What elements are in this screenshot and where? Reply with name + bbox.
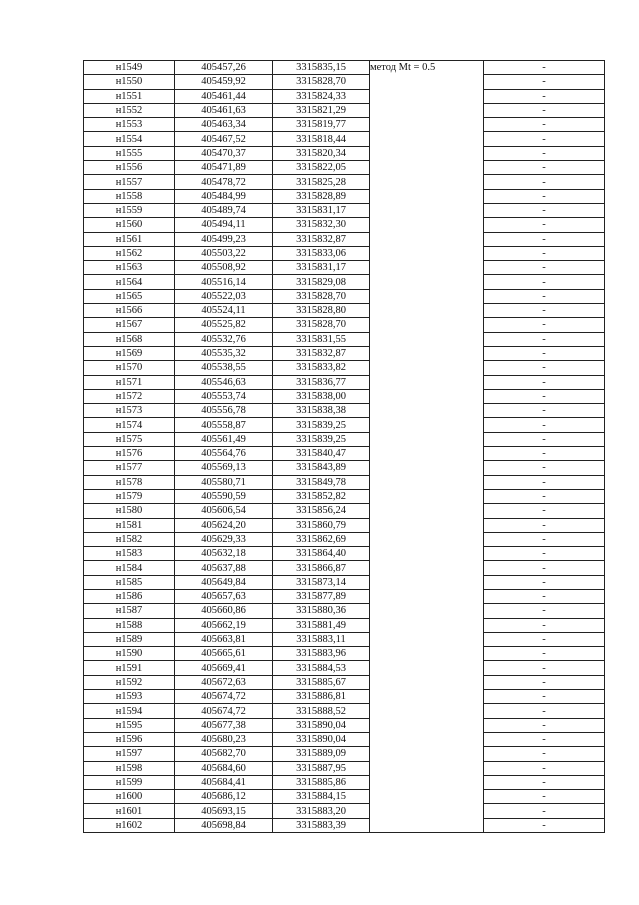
table-row <box>84 332 605 346</box>
table-row <box>84 275 605 289</box>
y-coordinate-cell: 3315819,77 <box>273 118 370 132</box>
table-row <box>84 475 605 489</box>
point-id-cell: н1598 <box>84 761 175 775</box>
y-coordinate-cell: 3315838,00 <box>273 389 370 403</box>
y-coordinate-cell: 3315889,09 <box>273 747 370 761</box>
table-row <box>84 161 605 175</box>
point-id-cell: н1586 <box>84 589 175 603</box>
y-coordinate-cell: 3315890,04 <box>273 718 370 732</box>
y-coordinate-cell: 3315828,70 <box>273 318 370 332</box>
dash-cell: - <box>484 732 605 746</box>
x-coordinate-cell: 405674,72 <box>175 690 273 704</box>
table-row <box>84 61 605 75</box>
x-coordinate-cell: 405665,61 <box>175 647 273 661</box>
dash-cell: - <box>484 518 605 532</box>
table-row <box>84 132 605 146</box>
y-coordinate-cell: 3315880,36 <box>273 604 370 618</box>
table-row <box>84 232 605 246</box>
y-coordinate-cell: 3315828,89 <box>273 189 370 203</box>
x-coordinate-cell: 405684,41 <box>175 775 273 789</box>
y-coordinate-cell: 3315829,08 <box>273 275 370 289</box>
x-coordinate-cell: 405538,55 <box>175 361 273 375</box>
table-row <box>84 389 605 403</box>
x-coordinate-cell: 405669,41 <box>175 661 273 675</box>
y-coordinate-cell: 3315860,79 <box>273 518 370 532</box>
x-coordinate-cell: 405660,86 <box>175 604 273 618</box>
x-coordinate-cell: 405561,49 <box>175 432 273 446</box>
point-id-cell: н1557 <box>84 175 175 189</box>
dash-cell: - <box>484 346 605 360</box>
dash-cell: - <box>484 61 605 75</box>
dash-cell: - <box>484 375 605 389</box>
point-id-cell: н1551 <box>84 89 175 103</box>
x-coordinate-cell: 405478,72 <box>175 175 273 189</box>
point-id-cell: н1579 <box>84 489 175 503</box>
table-row <box>84 675 605 689</box>
y-coordinate-cell: 3315883,20 <box>273 804 370 818</box>
point-id-cell: н1550 <box>84 75 175 89</box>
table-row <box>84 489 605 503</box>
x-coordinate-cell: 405558,87 <box>175 418 273 432</box>
x-coordinate-cell: 405590,59 <box>175 489 273 503</box>
x-coordinate-cell: 405649,84 <box>175 575 273 589</box>
y-coordinate-cell: 3315866,87 <box>273 561 370 575</box>
x-coordinate-cell: 405459,92 <box>175 75 273 89</box>
table-row <box>84 89 605 103</box>
dash-cell: - <box>484 747 605 761</box>
table-row <box>84 461 605 475</box>
dash-cell: - <box>484 75 605 89</box>
dash-cell: - <box>484 404 605 418</box>
dash-cell: - <box>484 218 605 232</box>
table-row <box>84 604 605 618</box>
x-coordinate-cell: 405535,32 <box>175 346 273 360</box>
y-coordinate-cell: 3315888,52 <box>273 704 370 718</box>
table-row <box>84 504 605 518</box>
x-coordinate-cell: 405624,20 <box>175 518 273 532</box>
dash-cell: - <box>484 547 605 561</box>
x-coordinate-cell: 405461,44 <box>175 89 273 103</box>
point-id-cell: н1568 <box>84 332 175 346</box>
dash-cell: - <box>484 704 605 718</box>
y-coordinate-cell: 3315836,77 <box>273 375 370 389</box>
point-id-cell: н1553 <box>84 118 175 132</box>
point-id-cell: н1593 <box>84 690 175 704</box>
table-row <box>84 732 605 746</box>
dash-cell: - <box>484 332 605 346</box>
dash-cell: - <box>484 475 605 489</box>
point-id-cell: н1563 <box>84 261 175 275</box>
x-coordinate-cell: 405461,63 <box>175 103 273 117</box>
point-id-cell: н1558 <box>84 189 175 203</box>
point-id-cell: н1592 <box>84 675 175 689</box>
table-row <box>84 189 605 203</box>
dash-cell: - <box>484 418 605 432</box>
x-coordinate-cell: 405686,12 <box>175 790 273 804</box>
table-row <box>84 532 605 546</box>
y-coordinate-cell: 3315821,29 <box>273 103 370 117</box>
point-id-cell: н1581 <box>84 518 175 532</box>
y-coordinate-cell: 3315833,82 <box>273 361 370 375</box>
table-row <box>84 404 605 418</box>
y-coordinate-cell: 3315825,28 <box>273 175 370 189</box>
table-row <box>84 761 605 775</box>
coordinates-table-body <box>84 61 605 833</box>
x-coordinate-cell: 405471,89 <box>175 161 273 175</box>
point-id-cell: н1590 <box>84 647 175 661</box>
table-row <box>84 747 605 761</box>
dash-cell: - <box>484 632 605 646</box>
dash-cell: - <box>484 189 605 203</box>
x-coordinate-cell: 405494,11 <box>175 218 273 232</box>
dash-cell: - <box>484 146 605 160</box>
table-row <box>84 261 605 275</box>
y-coordinate-cell: 3315828,80 <box>273 304 370 318</box>
point-id-cell: н1572 <box>84 389 175 403</box>
x-coordinate-cell: 405489,74 <box>175 203 273 217</box>
dash-cell: - <box>484 261 605 275</box>
x-coordinate-cell: 405674,72 <box>175 704 273 718</box>
point-id-cell: н1583 <box>84 547 175 561</box>
x-coordinate-cell: 405484,99 <box>175 189 273 203</box>
y-coordinate-cell: 3315832,87 <box>273 346 370 360</box>
table-row <box>84 632 605 646</box>
dash-cell: - <box>484 289 605 303</box>
dash-cell: - <box>484 618 605 632</box>
x-coordinate-cell: 405499,23 <box>175 232 273 246</box>
x-coordinate-cell: 405525,82 <box>175 318 273 332</box>
point-id-cell: н1565 <box>84 289 175 303</box>
x-coordinate-cell: 405546,63 <box>175 375 273 389</box>
dash-cell: - <box>484 461 605 475</box>
y-coordinate-cell: 3315839,25 <box>273 418 370 432</box>
point-id-cell: н1570 <box>84 361 175 375</box>
point-id-cell: н1569 <box>84 346 175 360</box>
x-coordinate-cell: 405698,84 <box>175 818 273 832</box>
table-row <box>84 146 605 160</box>
point-id-cell: н1597 <box>84 747 175 761</box>
dash-cell: - <box>484 561 605 575</box>
y-coordinate-cell: 3315832,30 <box>273 218 370 232</box>
x-coordinate-cell: 405564,76 <box>175 447 273 461</box>
x-coordinate-cell: 405556,78 <box>175 404 273 418</box>
dash-cell: - <box>484 818 605 832</box>
x-coordinate-cell: 405553,74 <box>175 389 273 403</box>
point-id-cell: н1552 <box>84 103 175 117</box>
table-row <box>84 518 605 532</box>
y-coordinate-cell: 3315887,95 <box>273 761 370 775</box>
y-coordinate-cell: 3315885,86 <box>273 775 370 789</box>
point-id-cell: н1560 <box>84 218 175 232</box>
x-coordinate-cell: 405569,13 <box>175 461 273 475</box>
dash-cell: - <box>484 489 605 503</box>
table-row <box>84 804 605 818</box>
table-row <box>84 589 605 603</box>
x-coordinate-cell: 405457,26 <box>175 61 273 75</box>
table-row <box>84 361 605 375</box>
point-id-cell: н1554 <box>84 132 175 146</box>
table-row <box>84 218 605 232</box>
dash-cell: - <box>484 775 605 789</box>
table-row <box>84 718 605 732</box>
table-row <box>84 432 605 446</box>
x-coordinate-cell: 405503,22 <box>175 246 273 260</box>
y-coordinate-cell: 3315883,39 <box>273 818 370 832</box>
y-coordinate-cell: 3315884,53 <box>273 661 370 675</box>
table-row <box>84 346 605 360</box>
x-coordinate-cell: 405470,37 <box>175 146 273 160</box>
point-id-cell: н1599 <box>84 775 175 789</box>
y-coordinate-cell: 3315852,82 <box>273 489 370 503</box>
dash-cell: - <box>484 447 605 461</box>
point-id-cell: н1564 <box>84 275 175 289</box>
table-row <box>84 447 605 461</box>
y-coordinate-cell: 3315885,67 <box>273 675 370 689</box>
dash-cell: - <box>484 804 605 818</box>
y-coordinate-cell: 3315886,81 <box>273 690 370 704</box>
point-id-cell: н1578 <box>84 475 175 489</box>
table-row <box>84 304 605 318</box>
table-row <box>84 175 605 189</box>
y-coordinate-cell: 3315833,06 <box>273 246 370 260</box>
method-cell: метод Mt = 0.5 <box>370 61 484 833</box>
x-coordinate-cell: 405629,33 <box>175 532 273 546</box>
dash-cell: - <box>484 690 605 704</box>
dash-cell: - <box>484 761 605 775</box>
y-coordinate-cell: 3315883,96 <box>273 647 370 661</box>
x-coordinate-cell: 405682,70 <box>175 747 273 761</box>
y-coordinate-cell: 3315873,14 <box>273 575 370 589</box>
y-coordinate-cell: 3315818,44 <box>273 132 370 146</box>
x-coordinate-cell: 405524,11 <box>175 304 273 318</box>
x-coordinate-cell: 405663,81 <box>175 632 273 646</box>
table-row <box>84 661 605 675</box>
y-coordinate-cell: 3315864,40 <box>273 547 370 561</box>
dash-cell: - <box>484 89 605 103</box>
dash-cell: - <box>484 575 605 589</box>
x-coordinate-cell: 405677,38 <box>175 718 273 732</box>
table-row <box>84 75 605 89</box>
point-id-cell: н1580 <box>84 504 175 518</box>
dash-cell: - <box>484 661 605 675</box>
point-id-cell: н1549 <box>84 61 175 75</box>
dash-cell: - <box>484 532 605 546</box>
point-id-cell: н1596 <box>84 732 175 746</box>
x-coordinate-cell: 405508,92 <box>175 261 273 275</box>
dash-cell: - <box>484 361 605 375</box>
point-id-cell: н1602 <box>84 818 175 832</box>
dash-cell: - <box>484 161 605 175</box>
point-id-cell: н1589 <box>84 632 175 646</box>
table-row <box>84 575 605 589</box>
y-coordinate-cell: 3315862,69 <box>273 532 370 546</box>
point-id-cell: н1574 <box>84 418 175 432</box>
y-coordinate-cell: 3315881,49 <box>273 618 370 632</box>
point-id-cell: н1555 <box>84 146 175 160</box>
x-coordinate-cell: 405693,15 <box>175 804 273 818</box>
dash-cell: - <box>484 718 605 732</box>
table-row <box>84 690 605 704</box>
dash-cell: - <box>484 232 605 246</box>
x-coordinate-cell: 405672,63 <box>175 675 273 689</box>
table-row <box>84 561 605 575</box>
point-id-cell: н1584 <box>84 561 175 575</box>
y-coordinate-cell: 3315877,89 <box>273 589 370 603</box>
table-row <box>84 375 605 389</box>
y-coordinate-cell: 3315839,25 <box>273 432 370 446</box>
coordinates-table <box>83 60 605 833</box>
point-id-cell: н1575 <box>84 432 175 446</box>
y-coordinate-cell: 3315832,87 <box>273 232 370 246</box>
x-coordinate-cell: 405522,03 <box>175 289 273 303</box>
table-row <box>84 289 605 303</box>
point-id-cell: н1577 <box>84 461 175 475</box>
table-row <box>84 246 605 260</box>
point-id-cell: н1600 <box>84 790 175 804</box>
table-row <box>84 704 605 718</box>
point-id-cell: н1585 <box>84 575 175 589</box>
y-coordinate-cell: 3315838,38 <box>273 404 370 418</box>
y-coordinate-cell: 3315820,34 <box>273 146 370 160</box>
point-id-cell: н1582 <box>84 532 175 546</box>
point-id-cell: н1591 <box>84 661 175 675</box>
point-id-cell: н1566 <box>84 304 175 318</box>
x-coordinate-cell: 405532,76 <box>175 332 273 346</box>
dash-cell: - <box>484 246 605 260</box>
table-row <box>84 775 605 789</box>
table-row <box>84 547 605 561</box>
point-id-cell: н1559 <box>84 203 175 217</box>
y-coordinate-cell: 3315828,70 <box>273 289 370 303</box>
table-row <box>84 103 605 117</box>
x-coordinate-cell: 405662,19 <box>175 618 273 632</box>
dash-cell: - <box>484 504 605 518</box>
point-id-cell: н1567 <box>84 318 175 332</box>
y-coordinate-cell: 3315884,15 <box>273 790 370 804</box>
table-row <box>84 418 605 432</box>
point-id-cell: н1587 <box>84 604 175 618</box>
point-id-cell: н1571 <box>84 375 175 389</box>
x-coordinate-cell: 405580,71 <box>175 475 273 489</box>
y-coordinate-cell: 3315822,05 <box>273 161 370 175</box>
y-coordinate-cell: 3315843,89 <box>273 461 370 475</box>
dash-cell: - <box>484 675 605 689</box>
dash-cell: - <box>484 304 605 318</box>
dash-cell: - <box>484 132 605 146</box>
y-coordinate-cell: 3315890,04 <box>273 732 370 746</box>
y-coordinate-cell: 3315883,11 <box>273 632 370 646</box>
x-coordinate-cell: 405657,63 <box>175 589 273 603</box>
table-row <box>84 618 605 632</box>
point-id-cell: н1595 <box>84 718 175 732</box>
y-coordinate-cell: 3315835,15 <box>273 61 370 75</box>
y-coordinate-cell: 3315824,33 <box>273 89 370 103</box>
y-coordinate-cell: 3315856,24 <box>273 504 370 518</box>
table-row <box>84 790 605 804</box>
y-coordinate-cell: 3315849,78 <box>273 475 370 489</box>
dash-cell: - <box>484 103 605 117</box>
dash-cell: - <box>484 647 605 661</box>
point-id-cell: н1556 <box>84 161 175 175</box>
point-id-cell: н1573 <box>84 404 175 418</box>
x-coordinate-cell: 405680,23 <box>175 732 273 746</box>
x-coordinate-cell: 405632,18 <box>175 547 273 561</box>
dash-cell: - <box>484 203 605 217</box>
x-coordinate-cell: 405637,88 <box>175 561 273 575</box>
point-id-cell: н1588 <box>84 618 175 632</box>
y-coordinate-cell: 3315828,70 <box>273 75 370 89</box>
dash-cell: - <box>484 432 605 446</box>
x-coordinate-cell: 405684,60 <box>175 761 273 775</box>
y-coordinate-cell: 3315831,17 <box>273 203 370 217</box>
point-id-cell: н1561 <box>84 232 175 246</box>
table-row <box>84 118 605 132</box>
x-coordinate-cell: 405463,34 <box>175 118 273 132</box>
dash-cell: - <box>484 604 605 618</box>
point-id-cell: н1576 <box>84 447 175 461</box>
table-row <box>84 203 605 217</box>
dash-cell: - <box>484 118 605 132</box>
dash-cell: - <box>484 318 605 332</box>
x-coordinate-cell: 405516,14 <box>175 275 273 289</box>
x-coordinate-cell: 405467,52 <box>175 132 273 146</box>
dash-cell: - <box>484 790 605 804</box>
coordinates-sheet <box>83 60 605 833</box>
y-coordinate-cell: 3315840,47 <box>273 447 370 461</box>
y-coordinate-cell: 3315831,17 <box>273 261 370 275</box>
dash-cell: - <box>484 275 605 289</box>
dash-cell: - <box>484 389 605 403</box>
point-id-cell: н1594 <box>84 704 175 718</box>
x-coordinate-cell: 405606,54 <box>175 504 273 518</box>
table-row <box>84 318 605 332</box>
table-row <box>84 647 605 661</box>
dash-cell: - <box>484 589 605 603</box>
y-coordinate-cell: 3315831,55 <box>273 332 370 346</box>
table-row <box>84 818 605 832</box>
point-id-cell: н1601 <box>84 804 175 818</box>
dash-cell: - <box>484 175 605 189</box>
point-id-cell: н1562 <box>84 246 175 260</box>
